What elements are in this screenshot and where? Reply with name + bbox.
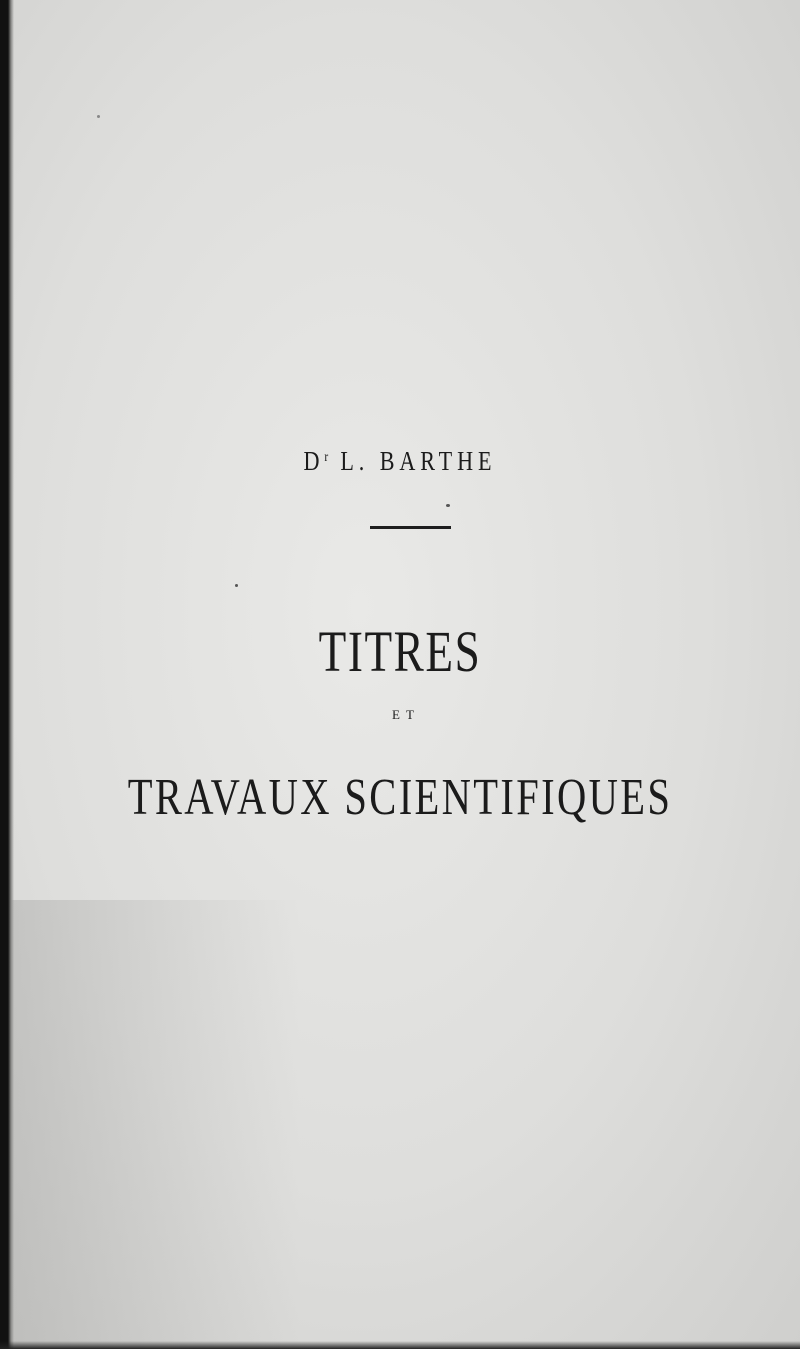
author-line <box>72 446 728 477</box>
ink-speck <box>235 584 238 587</box>
title-line-1: TITRES <box>318 619 482 684</box>
title-conjunction: ET <box>392 707 420 722</box>
author-prefix-superscript: r <box>324 450 330 465</box>
ink-speck <box>97 115 100 118</box>
page-shading <box>0 900 300 1349</box>
ink-speck <box>446 504 450 507</box>
page-bottom-edge <box>0 1341 800 1349</box>
title-line-2: TRAVAUX SCIENTIFIQUES <box>127 769 673 826</box>
author-name: L. BARTHE <box>329 446 497 476</box>
page-left-edge <box>0 0 14 1349</box>
author-prefix: D <box>303 446 325 476</box>
divider-rule <box>370 526 451 529</box>
